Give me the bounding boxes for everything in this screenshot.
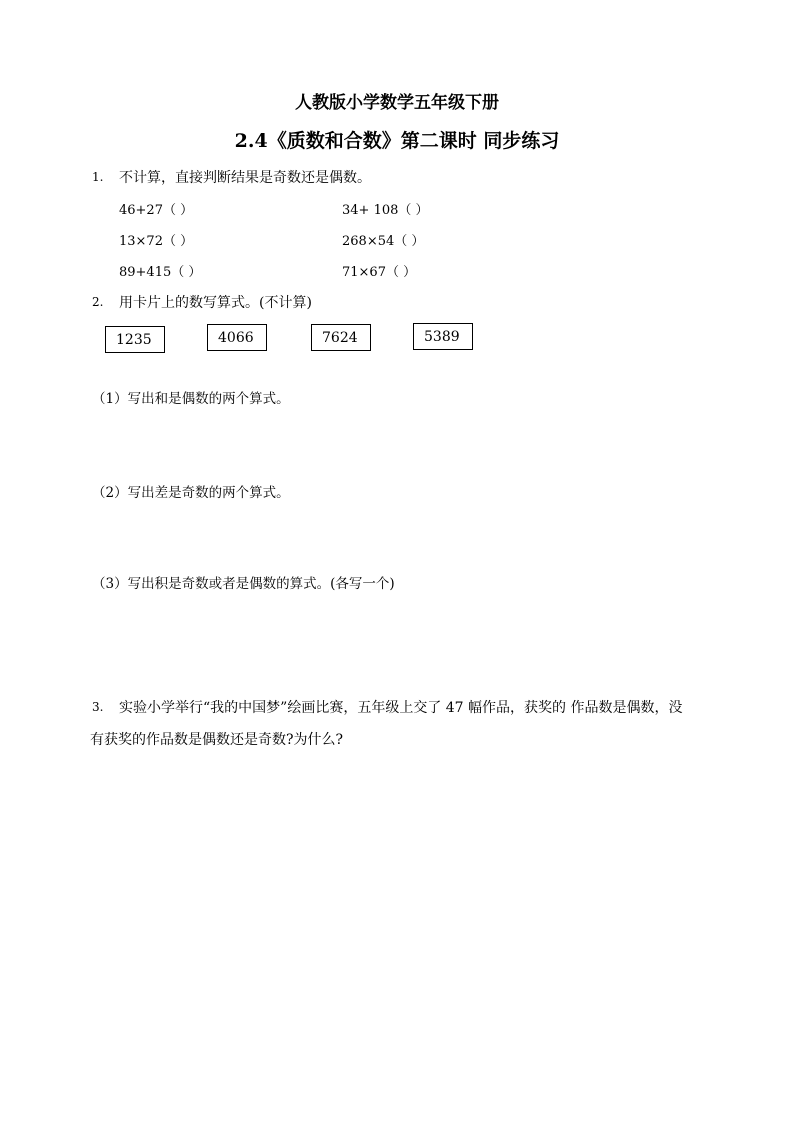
q1-item-5: 89+415（ ） [119,265,202,280]
number-card-3: 7624 [311,324,371,351]
question-2-prompt: 用卡片上的数写算式。(不计算) [119,295,312,311]
question-3-number: 3. [92,700,104,714]
question-3-line-2: 有获奖的作品数是偶数还是奇数?为什么? [90,732,344,748]
q1-item-4: 268×54（ ） [342,234,425,249]
question-1-number: 1. [92,170,104,184]
number-card-2: 4066 [207,324,267,351]
q1-item-1: 46+27（ ） [119,203,194,218]
page-title: 人教版小学数学五年级下册 [295,93,499,113]
q1-item-2: 34+ 108（ ） [342,203,429,218]
q2-part-1: （1）写出和是偶数的两个算式。 [92,391,290,407]
number-card-1: 1235 [105,326,165,353]
question-2-number: 2. [92,295,104,309]
question-1-prompt: 不计算，直接判断结果是奇数还是偶数。 [119,170,371,186]
q1-item-3: 13×72（ ） [119,234,194,249]
number-card-4: 5389 [413,323,473,350]
page-subtitle: 2.4《质数和合数》第二课时 同步练习 [234,130,560,152]
q1-item-6: 71×67（ ） [342,265,417,280]
q2-part-2: （2）写出差是奇数的两个算式。 [92,485,290,501]
q2-part-3: （3）写出积是奇数或者是偶数的算式。(各写一个) [92,576,395,592]
question-3-line-1: 实验小学举行“我的中国梦”绘画比赛，五年级上交了 47 幅作品，获奖的 作品数是偶数，没 [119,700,683,716]
